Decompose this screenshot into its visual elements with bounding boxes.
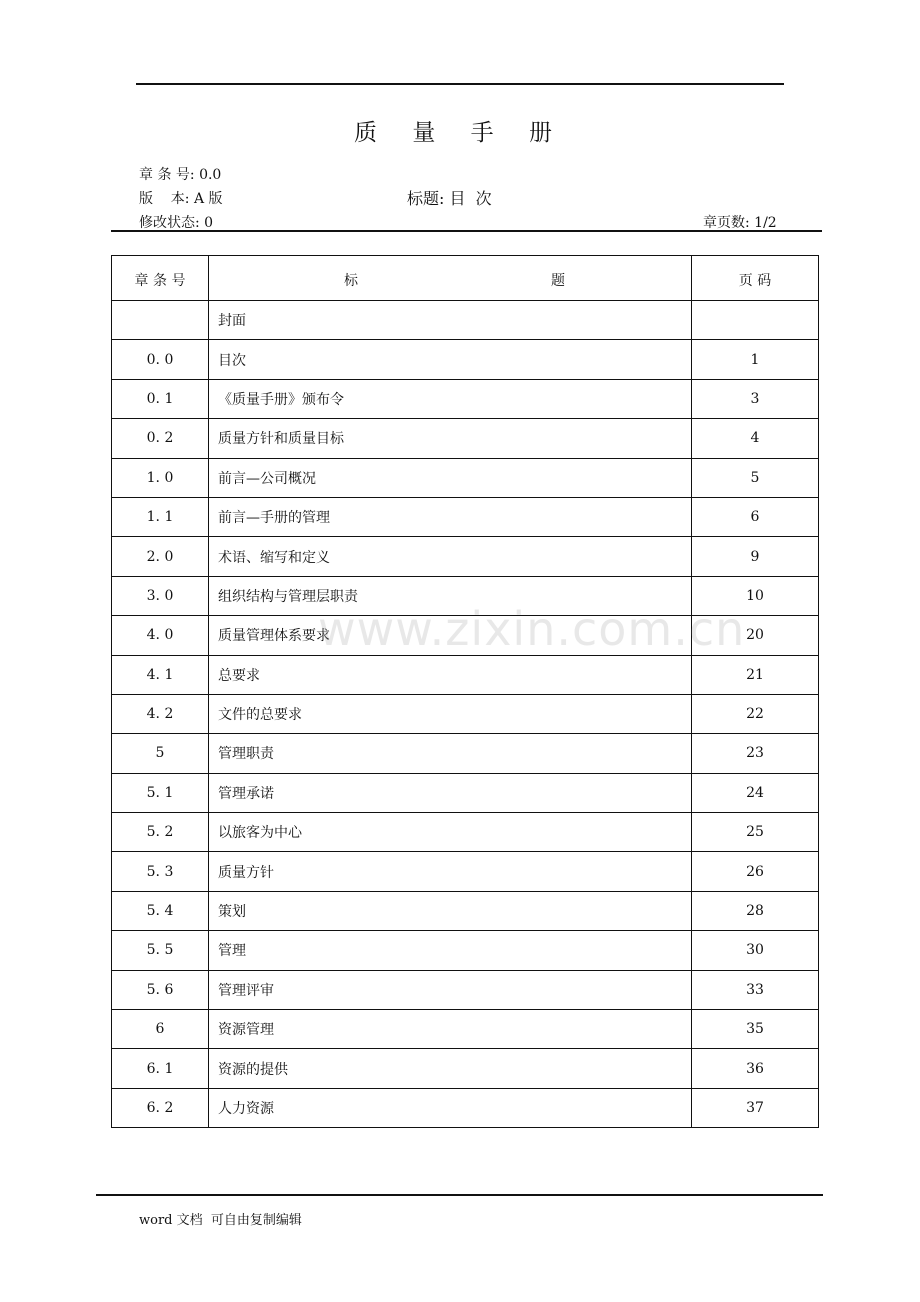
table-row bbox=[112, 616, 819, 655]
chapter-pages-label: 章页数: 1/2 bbox=[703, 215, 777, 231]
row-page-number: 37 bbox=[692, 1088, 819, 1127]
row-title: 质量方针 bbox=[209, 852, 692, 891]
table-row bbox=[112, 891, 819, 930]
row-chapter-number: 0. 1 bbox=[112, 379, 209, 418]
row-page-number: 35 bbox=[692, 1010, 819, 1049]
toc-table bbox=[111, 255, 819, 1128]
row-chapter-number: 6. 1 bbox=[112, 1049, 209, 1088]
row-page-number: 10 bbox=[692, 576, 819, 615]
col-header-title bbox=[209, 256, 692, 301]
row-page-number: 20 bbox=[692, 616, 819, 655]
row-title: 总要求 bbox=[209, 655, 692, 694]
row-title: 管理承诺 bbox=[209, 773, 692, 812]
row-title: 管理评审 bbox=[209, 970, 692, 1009]
table-row bbox=[112, 655, 819, 694]
row-title: 术语、缩写和定义 bbox=[209, 537, 692, 576]
row-page-number: 1 bbox=[692, 340, 819, 379]
row-title: 质量管理体系要求 bbox=[209, 616, 692, 655]
table-row bbox=[112, 734, 819, 773]
row-title: 以旅客为中心 bbox=[209, 813, 692, 852]
row-page-number: 5 bbox=[692, 458, 819, 497]
row-chapter-number: 5. 4 bbox=[112, 891, 209, 930]
row-page-number: 9 bbox=[692, 537, 819, 576]
table-row bbox=[112, 458, 819, 497]
row-page-number: 3 bbox=[692, 379, 819, 418]
row-title: 前言—手册的管理 bbox=[209, 497, 692, 536]
row-chapter-number: 6. 2 bbox=[112, 1088, 209, 1127]
table-row bbox=[112, 379, 819, 418]
row-title: 组织结构与管理层职责 bbox=[209, 576, 692, 615]
row-title: 人力资源 bbox=[209, 1088, 692, 1127]
row-chapter-number bbox=[112, 301, 209, 340]
row-title: 策划 bbox=[209, 891, 692, 930]
row-title: 《质量手册》颁布令 bbox=[209, 379, 692, 418]
row-page-number: 21 bbox=[692, 655, 819, 694]
row-page-number: 6 bbox=[692, 497, 819, 536]
col-header-title-right: 题 bbox=[551, 273, 565, 289]
row-page-number: 23 bbox=[692, 734, 819, 773]
row-chapter-number: 4. 2 bbox=[112, 694, 209, 733]
table-row bbox=[112, 1088, 819, 1127]
subject-label: 标题: 目 次 bbox=[407, 189, 492, 208]
version-label: 版 本: A 版 bbox=[139, 191, 223, 207]
header-rule bbox=[111, 230, 822, 232]
row-page-number: 24 bbox=[692, 773, 819, 812]
table-row bbox=[112, 301, 819, 340]
top-rule bbox=[136, 83, 784, 85]
row-title: 封面 bbox=[209, 301, 692, 340]
table-row bbox=[112, 852, 819, 891]
table-row bbox=[112, 537, 819, 576]
row-chapter-number: 6 bbox=[112, 1010, 209, 1049]
toc-body bbox=[112, 301, 819, 1128]
row-chapter-number: 5 bbox=[112, 734, 209, 773]
row-chapter-number: 5. 5 bbox=[112, 931, 209, 970]
table-row bbox=[112, 1010, 819, 1049]
row-chapter-number: 0. 0 bbox=[112, 340, 209, 379]
table-row bbox=[112, 931, 819, 970]
table-row bbox=[112, 1049, 819, 1088]
row-title: 资源的提供 bbox=[209, 1049, 692, 1088]
row-chapter-number: 3. 0 bbox=[112, 576, 209, 615]
chapter-number-label: 章 条 号: 0.0 bbox=[139, 167, 222, 183]
row-title: 前言—公司概况 bbox=[209, 458, 692, 497]
table-row bbox=[112, 497, 819, 536]
row-page-number: 28 bbox=[692, 891, 819, 930]
col-header-chapter: 章 条 号 bbox=[112, 256, 209, 301]
watermark-text: www.zixin.com.cn bbox=[318, 602, 746, 656]
col-header-page: 页 码 bbox=[692, 256, 819, 301]
page-title: 质 量 手 册 bbox=[354, 120, 566, 146]
row-title: 目次 bbox=[209, 340, 692, 379]
table-row bbox=[112, 694, 819, 733]
row-page-number: 33 bbox=[692, 970, 819, 1009]
table-row bbox=[112, 813, 819, 852]
footer-rule bbox=[96, 1194, 823, 1196]
table-row bbox=[112, 773, 819, 812]
row-chapter-number: 2. 0 bbox=[112, 537, 209, 576]
table-row bbox=[112, 419, 819, 458]
row-chapter-number: 1. 1 bbox=[112, 497, 209, 536]
row-chapter-number: 5. 3 bbox=[112, 852, 209, 891]
row-page-number bbox=[692, 301, 819, 340]
row-title: 管理 bbox=[209, 931, 692, 970]
table-row bbox=[112, 970, 819, 1009]
row-title: 管理职责 bbox=[209, 734, 692, 773]
table-header-row bbox=[112, 256, 819, 301]
footer-note: word 文档 可自由复制编辑 bbox=[139, 1213, 302, 1228]
row-page-number: 36 bbox=[692, 1049, 819, 1088]
table-row bbox=[112, 340, 819, 379]
row-title: 文件的总要求 bbox=[209, 694, 692, 733]
row-title: 资源管理 bbox=[209, 1010, 692, 1049]
row-page-number: 4 bbox=[692, 419, 819, 458]
row-page-number: 22 bbox=[692, 694, 819, 733]
row-page-number: 26 bbox=[692, 852, 819, 891]
row-chapter-number: 5. 2 bbox=[112, 813, 209, 852]
revision-status-label: 修改状态: 0 bbox=[139, 215, 214, 231]
col-header-title-left: 标 bbox=[344, 273, 358, 289]
row-chapter-number: 1. 0 bbox=[112, 458, 209, 497]
row-chapter-number: 0. 2 bbox=[112, 419, 209, 458]
row-page-number: 30 bbox=[692, 931, 819, 970]
table-row bbox=[112, 576, 819, 615]
row-chapter-number: 4. 0 bbox=[112, 616, 209, 655]
row-chapter-number: 5. 1 bbox=[112, 773, 209, 812]
row-chapter-number: 5. 6 bbox=[112, 970, 209, 1009]
row-chapter-number: 4. 1 bbox=[112, 655, 209, 694]
row-title: 质量方针和质量目标 bbox=[209, 419, 692, 458]
row-page-number: 25 bbox=[692, 813, 819, 852]
